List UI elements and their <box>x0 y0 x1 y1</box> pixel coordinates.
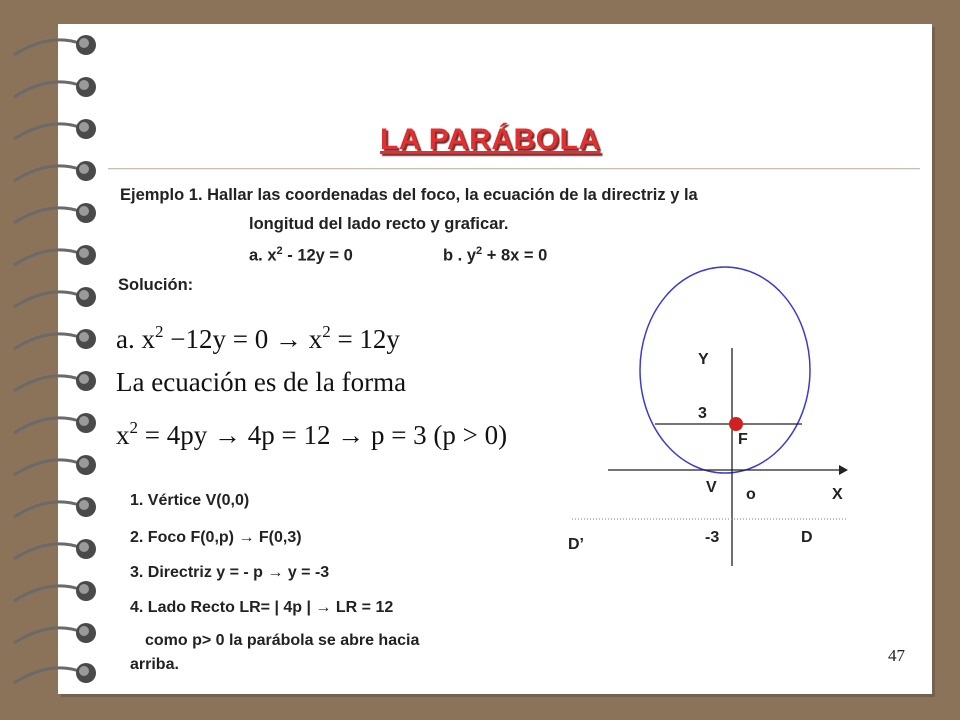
equation-a: a. $x^2 - 12y = 0$ <box>249 245 353 265</box>
parabola-curve <box>640 267 810 473</box>
conclusion-line-1: como p> 0 la parábola se abre hacia <box>145 632 420 649</box>
step-focus: 2. Foco F(0,p) → F(0,3) <box>130 529 302 546</box>
focus-label: F <box>738 431 748 448</box>
math-line-2: La ecuación es de la forma <box>116 367 407 397</box>
conclusion-line-2: arriba. <box>130 656 179 673</box>
x-axis-label: X <box>832 486 843 503</box>
page-number: 47 <box>888 646 905 665</box>
focus-point <box>729 417 743 431</box>
x-axis-arrow <box>839 465 848 475</box>
directrix-right-label: D <box>801 529 813 546</box>
y-axis-label: Y <box>698 351 709 368</box>
slide-title: LA PARÁBOLA <box>380 123 601 156</box>
step-directrix: 3. Directriz y = - p → y = -3 <box>130 564 330 581</box>
problem-line-1: Ejemplo 1. Hallar las coordenadas del foco, la ecuación de la directriz y la <box>120 186 698 204</box>
solution-label: Solución: <box>118 276 194 294</box>
math-line-1: a. $x^2 -12y = 0 \to x^2 = 12y$ <box>116 322 400 354</box>
math-line-3: $x^2 = 4py \to 4p = 12 \to p = 3$ (p > 0) <box>116 418 508 450</box>
directrix-value-label: -3 <box>705 529 720 546</box>
problem-line-2: longitud del lado recto y graficar. <box>249 215 509 233</box>
step-latus-rectum: 4. Lado Recto LR= | 4p | → LR = 12 <box>130 599 394 616</box>
equation-b: b . $y^2 + 8x = 0$ <box>443 245 548 265</box>
focus-value-label: 3 <box>698 405 707 422</box>
origin-label: o <box>746 486 756 503</box>
vertex-label: V <box>706 479 717 496</box>
directrix-left-label: D’ <box>568 536 584 553</box>
step-vertex: 1. Vértice V(0,0) <box>130 492 250 509</box>
